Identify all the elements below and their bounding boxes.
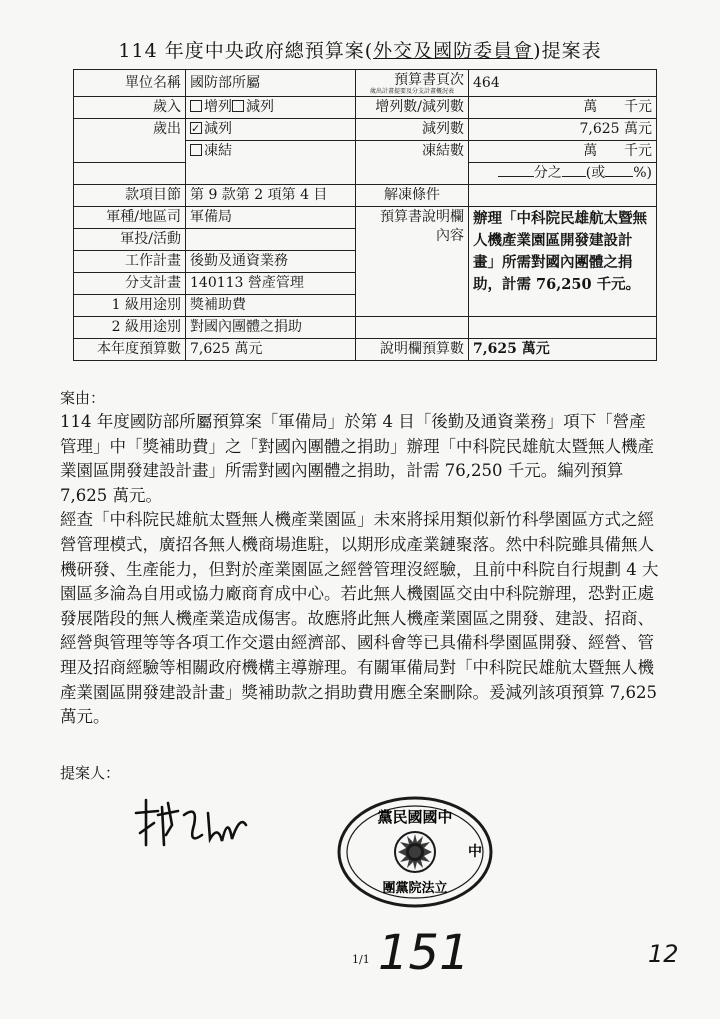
unfreeze-value xyxy=(469,185,657,207)
seal-side-text: 中 xyxy=(468,844,482,860)
expense-reduce-checkbox[interactable] xyxy=(190,122,202,134)
desc-budget-value: 7,625 萬元 xyxy=(469,339,657,361)
budget-value: 7,625 萬元 xyxy=(186,339,356,361)
desc-label: 預算書說明欄 內容 xyxy=(356,207,469,317)
row-expense xyxy=(74,119,657,141)
freeze-ratio: 分之 (或 %) xyxy=(469,163,657,185)
case-label: 案由： xyxy=(60,389,106,407)
budget-label: 本年度預算數 xyxy=(74,339,186,361)
battle-label: 軍投/活動 xyxy=(74,229,186,251)
party-seal xyxy=(335,792,495,912)
row-unit xyxy=(74,70,657,97)
paragraph-2: 經查「中科院民雄航太暨無人機產業園區」未來將採用類似新竹科學園區方式之經營管理模式，廣招各無人機商場進駐，以期形成產業鏈聚落。然中科院雖具備無人機研發、生產能力，但對於產業園區之經營管理沒經驗，且前中科院自行規劃 4 大園區多淪為自用或協力廠商育成中心。若此無人機園區交由中科院辦理，恐對正處發展階段的無人機產業造成傷害。故應將此無人機產業園區之開發、建設、招商、經營與管理等等各項工作交還由經濟部、國科會等已具備科學園區開發、經營、管理及招商經驗等相關政府機構主導辦理。有關軍備局對「中科院民雄航太暨無人機產業園區開發建設計畫」獎補助款之捐助費用應全案刪除。爰減列該項預算 7,625 萬元。 xyxy=(60,510,659,727)
battle-value xyxy=(186,229,356,251)
row-revenue xyxy=(74,97,657,119)
handwritten-page-number: 151 xyxy=(378,925,470,981)
item-label: 款項目節 xyxy=(74,185,186,207)
case-body xyxy=(60,410,660,730)
committee-name: 外交及國防委員會 xyxy=(373,40,534,62)
incdec-label: 增列數/減列數 xyxy=(356,97,469,119)
desc-value: 辦理「中科院民雄航太暨無人機產業園區開發建設計畫」所需對國內團體之捐助，計需 76,250 千元。 xyxy=(469,207,657,317)
page-note: 歲出計畫提要及分支計畫概況表 xyxy=(369,88,454,95)
branch-label: 軍種/地區司 xyxy=(74,207,186,229)
corner-number: 12 xyxy=(648,940,679,968)
unfreeze-label: 解凍條件 xyxy=(356,185,469,207)
desc-budget-label: 說明欄預算數 xyxy=(356,339,469,361)
proposal-form-table xyxy=(73,69,657,361)
expense-label: 歲出 xyxy=(74,119,186,163)
incdec-value: 萬 千元 xyxy=(469,97,657,119)
handwritten-signature xyxy=(128,795,268,855)
sub-value: 140113 營產管理 xyxy=(186,273,356,295)
page-value: 464 xyxy=(469,70,657,97)
use2-value: 對國內團體之捐助 xyxy=(186,317,356,339)
row-use2 xyxy=(74,317,657,339)
use2-label: 2 級用途別 xyxy=(74,317,186,339)
work-value: 後勤及通資業務 xyxy=(186,251,356,273)
page-ratio: 1/1 xyxy=(352,953,370,966)
unit-label: 單位名稱 xyxy=(74,70,186,97)
row-item xyxy=(74,185,657,207)
use1-label: 1 級用途別 xyxy=(74,295,186,317)
document-title: 114 年度中央政府總預算案(外交及國防委員會)提案表 xyxy=(118,40,602,62)
sun-icon xyxy=(398,834,432,870)
revenue-decrease-checkbox[interactable] xyxy=(232,100,244,112)
work-label: 工作計畫 xyxy=(74,251,186,273)
unit-value: 國防部所屬 xyxy=(186,70,356,97)
freeze-label: 凍結數 xyxy=(356,141,469,185)
page-label: 預算書頁次 歲出計畫提要及分支計畫概況表 xyxy=(356,70,469,97)
sub-label: 分支計畫 xyxy=(74,273,186,295)
revenue-label: 歲入 xyxy=(74,97,186,119)
expense-freeze-checkbox[interactable] xyxy=(190,144,202,156)
branch-value: 軍備局 xyxy=(186,207,356,229)
use1-value: 獎補助費 xyxy=(186,295,356,317)
revenue-increase-checkbox[interactable] xyxy=(190,100,202,112)
seal-top-text: 黨民國國中 xyxy=(377,808,453,826)
reduce-value: 7,625 萬元 xyxy=(469,119,657,141)
item-value: 第 9 款第 2 項第 4 目 xyxy=(186,185,356,207)
paragraph-1: 114 年度國防部所屬預算案「軍備局」於第 4 目「後勤及通資業務」項下「營產管理」中「獎補助費」之「對國內團體之捐助」辦理「中科院民雄航太暨無人機產業園區開發建設計畫」所需對國內團體之捐助，計需 76,250 千元。編列預算 7,625 萬元。 xyxy=(60,412,654,505)
freeze-value: 萬 千元 xyxy=(469,141,657,163)
expense-freeze-option: 凍結 xyxy=(186,141,356,185)
reduce-label: 減列數 xyxy=(356,119,469,141)
revenue-options: 增列 減列 xyxy=(186,97,356,119)
seal-bottom-text: 團黨院法立 xyxy=(382,881,448,896)
row-budget xyxy=(74,339,657,361)
row-branch xyxy=(74,207,657,229)
proposer-label: 提案人： xyxy=(60,764,121,782)
expense-reduce-option: ✓ 減列 xyxy=(186,119,356,141)
